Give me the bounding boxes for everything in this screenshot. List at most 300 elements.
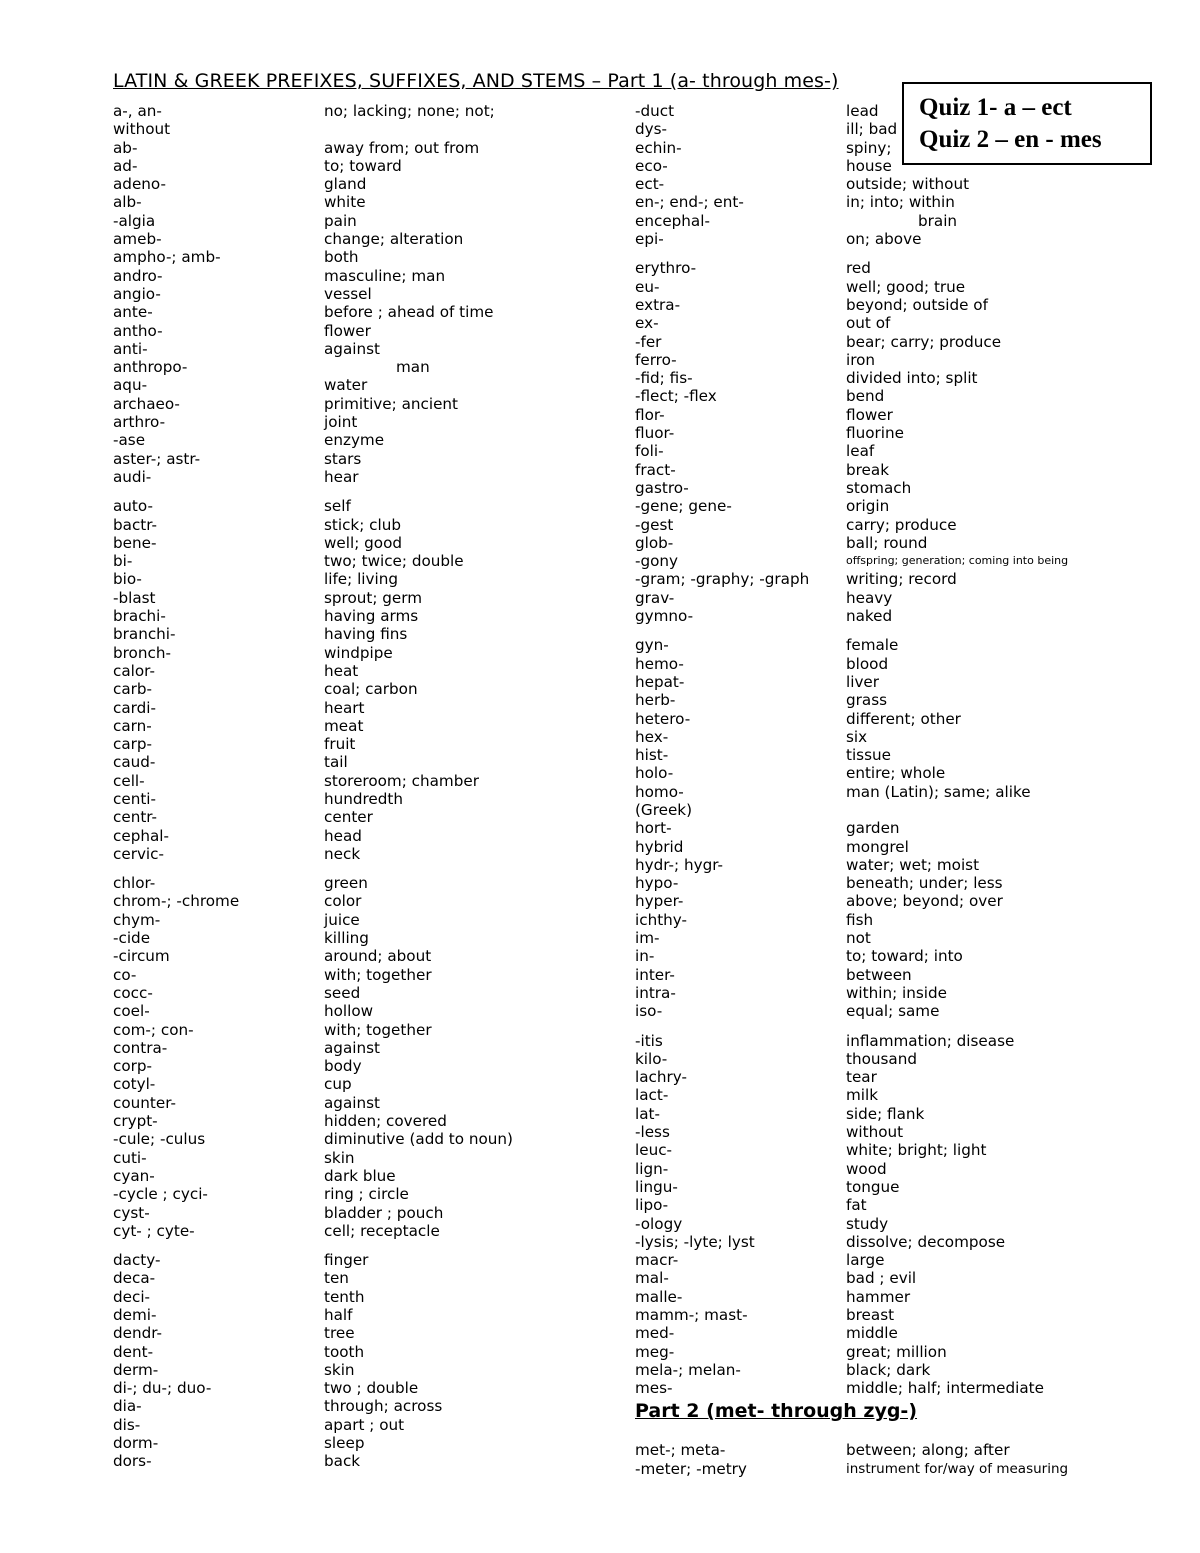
term: -algia [113, 211, 156, 230]
term-row [635, 1215, 1068, 1233]
term: dia- [113, 1397, 142, 1416]
definition: hollow [324, 1002, 374, 1021]
definition: beyond; outside of [846, 295, 988, 314]
term: eu- [635, 277, 660, 296]
term-row [113, 376, 513, 394]
term-row [113, 1075, 513, 1093]
definition: against [324, 1038, 380, 1057]
term-row [113, 157, 513, 175]
definition: hundredth [324, 789, 403, 808]
definition: bear; carry; produce [846, 332, 1002, 351]
term-row [113, 1021, 513, 1039]
term: herb- [635, 691, 676, 710]
term: homo- [635, 782, 684, 801]
term: hetero- [635, 709, 691, 728]
term: dent- [113, 1342, 154, 1361]
term-row [635, 1233, 1068, 1251]
definition: before ; ahead of time [324, 303, 494, 322]
term-row [113, 1112, 513, 1130]
term: cyst- [113, 1203, 150, 1222]
term-row [635, 570, 1068, 588]
term-row [635, 1086, 1068, 1104]
definition: man (Latin); same; alike [846, 782, 1031, 801]
term-row [635, 1269, 1068, 1287]
quiz-line-2: Quiz 2 – en - mes [919, 126, 1102, 153]
term-row [635, 947, 1068, 965]
term-row [635, 984, 1068, 1002]
term: en-; end-; ent- [635, 193, 744, 212]
definition: lead [846, 102, 879, 120]
term: -cide [113, 929, 151, 948]
term: bio- [113, 570, 142, 589]
definition: coal; carbon [324, 680, 418, 699]
term: ad- [113, 156, 138, 175]
quiz-box [902, 82, 1152, 165]
term-row [113, 1269, 513, 1287]
term-row [635, 497, 1068, 515]
term-row [113, 947, 513, 965]
definition: killing [324, 929, 369, 948]
definition: fruit [324, 735, 356, 754]
term-row [635, 673, 1068, 691]
term-row [113, 534, 513, 552]
term: di-; du-; duo- [113, 1379, 212, 1398]
term-row [635, 1306, 1068, 1324]
term-row [635, 691, 1068, 709]
term-row [635, 1178, 1068, 1196]
term-row [635, 710, 1068, 728]
term: ab- [113, 138, 138, 157]
term: gastro- [635, 478, 689, 497]
term-row [113, 644, 513, 662]
term: extra- [635, 295, 681, 314]
definition: tail [324, 753, 348, 772]
term: hex- [635, 727, 669, 746]
definition: having arms [324, 607, 419, 626]
term-row [113, 1379, 513, 1397]
definition: liver [846, 672, 880, 691]
term-row [113, 1039, 513, 1057]
term: contra- [113, 1038, 168, 1057]
term-row [113, 929, 513, 947]
definition: above; beyond; over [846, 892, 1003, 911]
term: ex- [635, 314, 659, 333]
definition: back [324, 1452, 361, 1471]
definition: carry; produce [846, 515, 957, 534]
term: cervic- [113, 844, 164, 863]
term: dors- [113, 1452, 152, 1471]
term: bactr- [113, 515, 158, 534]
term-row [635, 278, 1068, 296]
term: cyan- [113, 1166, 155, 1185]
term: auto- [113, 497, 153, 516]
term: crypt- [113, 1112, 158, 1131]
term: lipo- [635, 1196, 669, 1215]
term-row [113, 322, 513, 340]
term: leuc- [635, 1141, 673, 1160]
definition: color [324, 892, 362, 911]
term: echin- [635, 138, 682, 157]
term: archaeo- [113, 394, 180, 413]
term-row [635, 230, 1068, 248]
term-row [635, 1460, 1068, 1478]
term: corp- [113, 1057, 153, 1076]
definition: against [324, 339, 380, 358]
term: derm- [113, 1360, 159, 1379]
definition: great; million [846, 1342, 947, 1361]
definition: two; twice; double [324, 552, 464, 571]
term-row [635, 175, 1068, 193]
term-row [635, 1032, 1068, 1050]
term-row [635, 856, 1068, 874]
definition: between; along; after [846, 1441, 1010, 1460]
term-row [113, 984, 513, 1002]
definition: to; toward [324, 156, 402, 175]
term-row [113, 212, 513, 230]
term: com-; con- [113, 1020, 194, 1039]
term: carb- [113, 680, 153, 699]
term: flor- [635, 405, 665, 424]
definition: around; about [324, 947, 432, 966]
definition: diminutive (add to noun) [324, 1130, 513, 1149]
term: lat- [635, 1104, 660, 1123]
definition: break [846, 460, 889, 479]
definition: without [846, 1123, 904, 1142]
term: encephal- [635, 211, 710, 230]
term: -fid; fis- [635, 369, 693, 388]
term: glob- [635, 533, 674, 552]
term: hybrid [635, 837, 684, 856]
term: -blast [113, 588, 156, 607]
left-column [113, 102, 513, 1471]
term-row [635, 783, 1068, 801]
term: cardi- [113, 698, 156, 717]
definition: on; above [846, 230, 922, 249]
term: deci- [113, 1287, 151, 1306]
term: lign- [635, 1159, 669, 1178]
term-row [635, 314, 1068, 332]
definition: milk [846, 1086, 879, 1105]
definition: center [324, 808, 373, 827]
term: kilo- [635, 1049, 668, 1068]
term: audi- [113, 467, 152, 486]
definition: ball; round [846, 533, 928, 552]
definition: meat [324, 716, 364, 735]
term: fract- [635, 460, 676, 479]
definition: leaf [846, 442, 875, 461]
definition: pain [324, 211, 357, 230]
term-row [113, 808, 513, 826]
definition: spiny; [846, 138, 892, 157]
right-column [635, 102, 1068, 1478]
term-row [113, 589, 513, 607]
definition: to; toward; into [846, 947, 963, 966]
term-row [635, 1361, 1068, 1379]
term-row [113, 267, 513, 285]
term: bi- [113, 552, 133, 571]
term-row [635, 387, 1068, 405]
definition: writing; record [846, 570, 957, 589]
definition: mongrel [846, 837, 909, 856]
term: a-, an- [113, 102, 162, 120]
term-row [635, 636, 1068, 654]
definition: flower [324, 321, 371, 340]
term-row [113, 1288, 513, 1306]
term: foli- [635, 442, 664, 461]
definition: dark blue [324, 1166, 396, 1185]
term-row [113, 358, 513, 376]
term: dendr- [113, 1324, 163, 1343]
term-row [635, 589, 1068, 607]
term-row [113, 1306, 513, 1324]
term: chrom-; -chrome [113, 892, 240, 911]
term: cyt- ; cyte- [113, 1221, 195, 1240]
term-row [113, 1149, 513, 1167]
term: inter- [635, 965, 675, 984]
term-row [113, 1324, 513, 1342]
term: -lysis; -lyte; lyst [635, 1232, 755, 1251]
definition: change; alteration [324, 230, 464, 249]
definition: blood [846, 654, 889, 673]
term-row [635, 1379, 1068, 1397]
term: aqu- [113, 376, 148, 395]
term-row [635, 819, 1068, 837]
term-row [635, 333, 1068, 351]
definition: half [324, 1306, 353, 1324]
term: fluor- [635, 424, 675, 443]
definition: no; lacking; none; not; [324, 102, 495, 120]
part2-heading: Part 2 (met- through zyg-) [635, 1400, 918, 1423]
definition: life; living [324, 570, 398, 589]
term: in- [635, 947, 655, 966]
definition: iron [846, 350, 876, 369]
term-row [113, 497, 513, 515]
definition: red [846, 259, 871, 278]
definition: female [846, 636, 899, 655]
definition: two ; double [324, 1379, 419, 1398]
definition: cup [324, 1075, 352, 1094]
term-row [635, 1196, 1068, 1214]
term: alb- [113, 193, 142, 212]
definition: large [846, 1251, 885, 1270]
term: lingu- [635, 1177, 678, 1196]
term-row [113, 248, 513, 266]
definition: finger [324, 1251, 369, 1270]
term: aster-; astr- [113, 449, 201, 468]
definition: neck [324, 844, 361, 863]
term: dis- [113, 1415, 141, 1434]
term: dys- [635, 120, 668, 139]
definition: fish [846, 910, 874, 929]
definition: apart ; out [324, 1415, 405, 1434]
term-row [635, 479, 1068, 497]
term: -fer [635, 332, 662, 351]
definition: fat [846, 1196, 867, 1215]
definition: flower [846, 405, 893, 424]
term: hydr-; hygr- [635, 855, 723, 874]
term: med- [635, 1324, 675, 1343]
definition: entire; whole [846, 764, 946, 783]
definition: with; together [324, 1020, 432, 1039]
term: centr- [113, 808, 158, 827]
definition: outside; without [846, 175, 970, 194]
term: hyper- [635, 892, 684, 911]
term: calor- [113, 661, 155, 680]
term-row [113, 1002, 513, 1020]
term-row [113, 120, 513, 138]
definition: black; dark [846, 1360, 931, 1379]
definition: equal; same [846, 1002, 940, 1021]
term: macr- [635, 1251, 679, 1270]
term: cell- [113, 771, 145, 790]
term: met-; meta- [635, 1441, 726, 1460]
definition: bladder ; pouch [324, 1203, 444, 1222]
term: -ase [113, 431, 146, 450]
term: -gest [635, 515, 674, 534]
term-row [635, 1324, 1068, 1342]
term-row [635, 1141, 1068, 1159]
term: -ology [635, 1214, 683, 1233]
term-row [113, 175, 513, 193]
definition: water [324, 376, 368, 395]
definition: with; together [324, 965, 432, 984]
term-row [635, 296, 1068, 314]
term-row [113, 753, 513, 771]
term-row [113, 285, 513, 303]
term-row [635, 534, 1068, 552]
term-row [635, 424, 1068, 442]
term-row [635, 406, 1068, 424]
term-row [113, 102, 513, 120]
term-row [113, 772, 513, 790]
term-row [113, 1222, 513, 1240]
definition: middle; half; intermediate [846, 1379, 1044, 1398]
term: mamm-; mast- [635, 1306, 748, 1324]
definition: juice [324, 910, 360, 929]
term: without [113, 120, 171, 139]
term: anti- [113, 339, 148, 358]
term-row [113, 607, 513, 625]
term-row [635, 1068, 1068, 1086]
term-row [635, 461, 1068, 479]
term: -flect; -flex [635, 387, 717, 406]
term: cuti- [113, 1148, 147, 1167]
term: cephal- [113, 826, 169, 845]
term: counter- [113, 1093, 176, 1112]
term: -circum [113, 947, 170, 966]
definition: sleep [324, 1434, 365, 1453]
quiz-line-1: Quiz 1- a – ect [919, 94, 1072, 121]
definition: heavy [846, 588, 893, 607]
term-row [635, 929, 1068, 947]
term: hort- [635, 819, 672, 838]
term: intra- [635, 983, 676, 1002]
term-row [113, 874, 513, 892]
definition: tongue [846, 1177, 900, 1196]
definition: cell; receptacle [324, 1221, 440, 1240]
term: hemo- [635, 654, 684, 673]
definition: sprout; germ [324, 588, 423, 607]
definition: divided into; split [846, 369, 978, 388]
term-row [635, 193, 1068, 211]
definition: fluorine [846, 424, 904, 443]
term-row [113, 395, 513, 413]
definition: brain [918, 211, 958, 230]
term-row [113, 193, 513, 211]
term: -less [635, 1123, 670, 1142]
definition: six [846, 727, 868, 746]
term-row [635, 607, 1068, 625]
term: eco- [635, 156, 668, 175]
definition: stick; club [324, 515, 402, 534]
term: -cule; -culus [113, 1130, 206, 1149]
term-row [635, 1251, 1068, 1269]
term: grav- [635, 588, 675, 607]
definition: gland [324, 175, 367, 194]
definition: hear [324, 467, 359, 486]
term-row [113, 680, 513, 698]
term-row [113, 966, 513, 984]
definition: breast [846, 1306, 895, 1324]
definition: house [846, 156, 892, 175]
definition: heart [324, 698, 365, 717]
term: dorm- [113, 1434, 159, 1453]
term: angio- [113, 284, 161, 303]
definition: white; bright; light [846, 1141, 987, 1160]
definition: naked [846, 607, 893, 626]
term: mela-; melan- [635, 1360, 741, 1379]
term: bene- [113, 533, 157, 552]
definition: between [846, 965, 912, 984]
term: cotyl- [113, 1075, 156, 1094]
term-row [113, 911, 513, 929]
term-row [635, 1002, 1068, 1020]
term-row [635, 911, 1068, 929]
term: lact- [635, 1086, 669, 1105]
term: malle- [635, 1287, 683, 1306]
term: -meter; -metry [635, 1459, 747, 1478]
definition: bend [846, 387, 885, 406]
term: anthropo- [113, 358, 188, 377]
definition: origin [846, 497, 890, 516]
term: coel- [113, 1002, 150, 1021]
definition: enzyme [324, 431, 385, 450]
term: -cycle ; cyci- [113, 1185, 208, 1204]
definition: seed [324, 983, 361, 1002]
definition: tissue [846, 746, 891, 765]
definition: hammer [846, 1287, 911, 1306]
definition: in; into; within [846, 193, 955, 212]
term: chym- [113, 910, 161, 929]
term-row [113, 699, 513, 717]
term-row [113, 1204, 513, 1222]
term: lachry- [635, 1068, 687, 1087]
page-title: LATIN & GREEK PREFIXES, SUFFIXES, AND STEMS – Part 1 (a- through mes-) [113, 70, 839, 92]
term-row [113, 892, 513, 910]
definition: different; other [846, 709, 961, 728]
term: carn- [113, 716, 152, 735]
term-row [113, 139, 513, 157]
definition: wood [846, 1159, 887, 1178]
term-row [635, 874, 1068, 892]
term-row [635, 801, 1068, 819]
term: cocc- [113, 983, 153, 1002]
definition: bad ; evil [846, 1269, 917, 1288]
term-row [635, 516, 1068, 534]
definition: not [846, 929, 871, 948]
term: iso- [635, 1002, 663, 1021]
term-row [635, 746, 1068, 764]
